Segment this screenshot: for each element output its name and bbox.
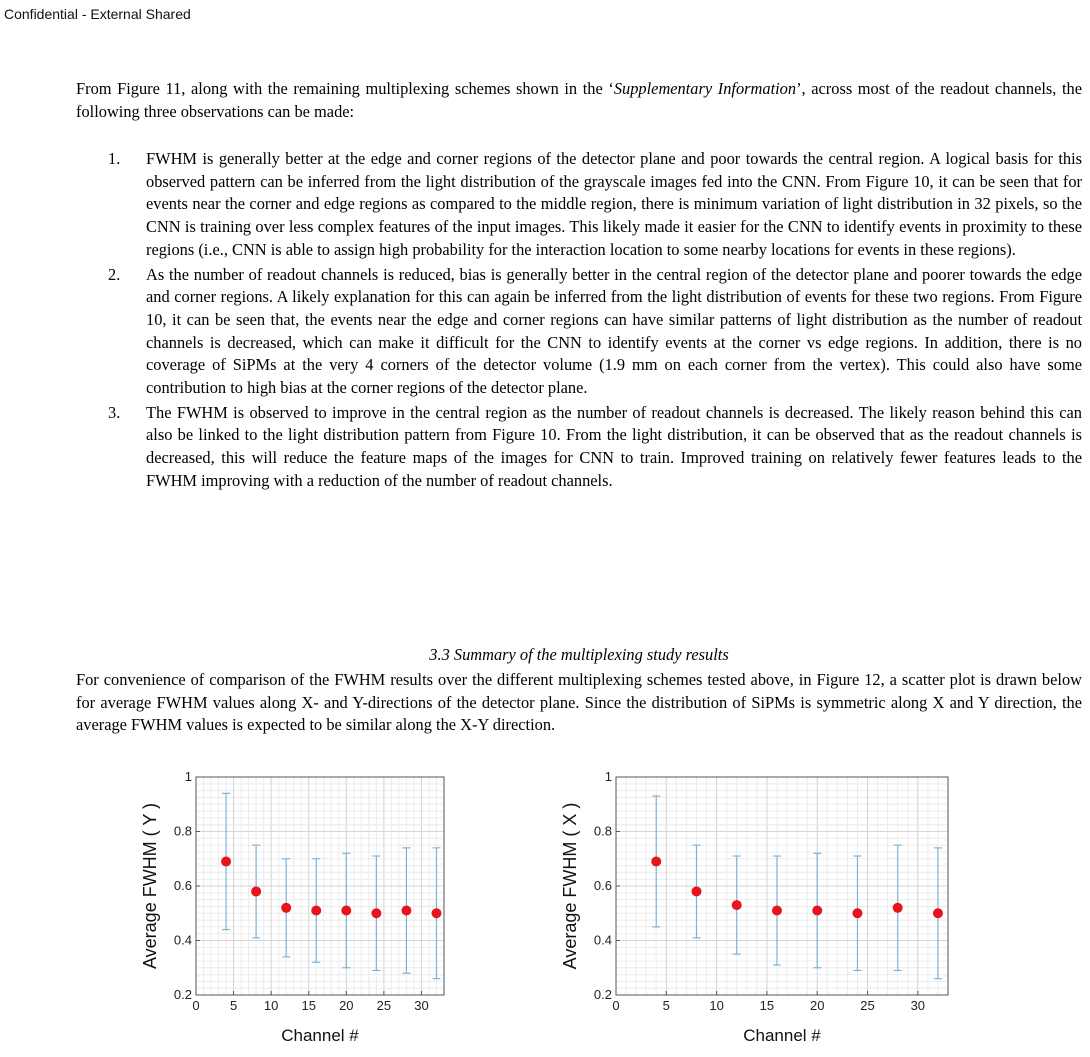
x-axis-label: Channel # (743, 1026, 821, 1045)
x-tick-label: 5 (229, 998, 238, 1013)
data-point (691, 886, 701, 896)
y-tick-label: 0.2 (593, 987, 612, 1002)
list-item-number: 3. (108, 402, 121, 422)
y-tick-label: 0.2 (173, 987, 192, 1002)
list-item-number: 1. (108, 149, 121, 168)
list-item (76, 148, 1082, 262)
data-point (772, 906, 782, 916)
fwhm-x-scatter-chart (550, 760, 960, 1057)
x-tick-label: 30 (910, 998, 926, 1013)
data-point (431, 908, 441, 918)
data-point (371, 908, 381, 918)
data-point (732, 900, 742, 910)
y-tick-label: 0.6 (173, 878, 192, 893)
data-point (281, 903, 291, 913)
intro-paragraph (76, 78, 1082, 123)
section-title: 3.3 Summary of the multiplexing study results (429, 645, 729, 664)
y-tick-label: 0.8 (593, 823, 612, 839)
list-item-number: 2. (108, 264, 121, 284)
x-tick-label: 15 (301, 998, 316, 1013)
y-tick-label: 0.8 (173, 823, 192, 839)
y-tick-label: 0.4 (593, 932, 612, 948)
summary-paragraph: For convenience of comparison of the FWHM results over the different multiplexing schemes tested above, in Figure 12, a scatter plot is drawn below for average FWHM values along X- and Y-directions of the detector plane. Since the distribution of SiPMs is symmetric along X and Y direction, the average FWHM values is expected to be similar along the X-Y direction. (76, 670, 1082, 735)
intro-text-before: From Figure 11, along with the remaining multiplexing schemes shown in the ‘ (76, 79, 614, 98)
list-item-text: The FWHM is observed to improve in the central region as the number of readout channels is decreased. The likely reason behind this can also be linked to the light distribution pattern from Figure 10. From the light distribution, it can be observed that as the readout channels is decreased, this will reduce the feature maps of the images for CNN to train. Improved training on relatively fewer features leads to the FWHM improving with a reduction of the number of readout channels. (146, 402, 1082, 490)
x-tick-label: 30 (414, 998, 429, 1013)
data-point (651, 856, 661, 866)
x-tick-label: 20 (809, 998, 825, 1013)
data-point (311, 906, 321, 916)
data-point (251, 886, 261, 896)
data-point (893, 903, 903, 913)
list-item-text: As the number of readout channels is reduced, bias is generally better in the central region of the detector plane and poorer towards the edge and corner regions. A likely explanation for this can again be inferred from the light distribution of events for these two regions. From Figure 10, it can be seen that, the events near the edge and corner regions can have similar patterns of light distribution as the number of readout channels is decreased, which can make it difficult for the CNN to identify events at the corner vs edge regions. In addition, there is no coverage of SiPMs at the very 4 corners of the detector volume (1.9 mm on each corner from the vertex). This could also have some contribution to high bias at the corner regions of the detector plane. (146, 264, 1082, 398)
data-point (812, 906, 822, 916)
y-tick-label: 0.6 (593, 878, 612, 893)
x-axis-label: Channel # (281, 1026, 359, 1045)
x-tick-label: 20 (339, 998, 354, 1013)
intro-text-after: ’, across most of the readout channels, the following three observations can be made: (76, 79, 1083, 121)
y-tick-label: 1 (604, 769, 612, 784)
x-tick-label: 5 (662, 998, 670, 1013)
y-tick-label: 0.4 (173, 932, 192, 948)
data-point (933, 908, 943, 918)
x-tick-label: 15 (759, 998, 775, 1013)
list-item-text: FWHM is generally better at the edge and corner regions of the detector plane and poor towards the central region. A logical basis for this observed pattern can be inferred from the light distribution of the grayscale images fed into the CNN. From Figure 10, it can be seen that for events near the corner and edge regions as compared to the middle region, there is minimum variation of light distribution in 32 pixels, so the CNN is training over less complex features of the input images. This likely made it easier for the CNN to identify events in proximity to these regions (i.e., CNN is able to assign high probability for the interaction location to some nearby locations for events in these regions). (146, 149, 1082, 259)
observations-list (76, 148, 1082, 493)
list-item (76, 402, 1082, 493)
x-tick-label: 0 (192, 998, 200, 1013)
x-tick-label: 25 (376, 998, 392, 1013)
data-point (852, 908, 862, 918)
y-axis-label: Average FWHM ( Y ) (140, 802, 160, 970)
data-point (401, 906, 411, 916)
y-axis-label: Average FWHM ( X ) (560, 802, 580, 970)
x-tick-label: 25 (860, 998, 875, 1013)
x-tick-label: 10 (709, 998, 724, 1013)
x-tick-label: 0 (612, 998, 620, 1013)
document-header-label: Confidential - External Shared (4, 6, 191, 22)
intro-emphasis: Supplementary Information (613, 79, 797, 98)
x-tick-label: 10 (263, 998, 279, 1013)
fwhm-y-scatter-chart (130, 760, 460, 1057)
list-item (76, 264, 1082, 400)
data-point (221, 856, 231, 866)
data-point (341, 906, 351, 916)
y-tick-label: 1 (184, 769, 192, 784)
